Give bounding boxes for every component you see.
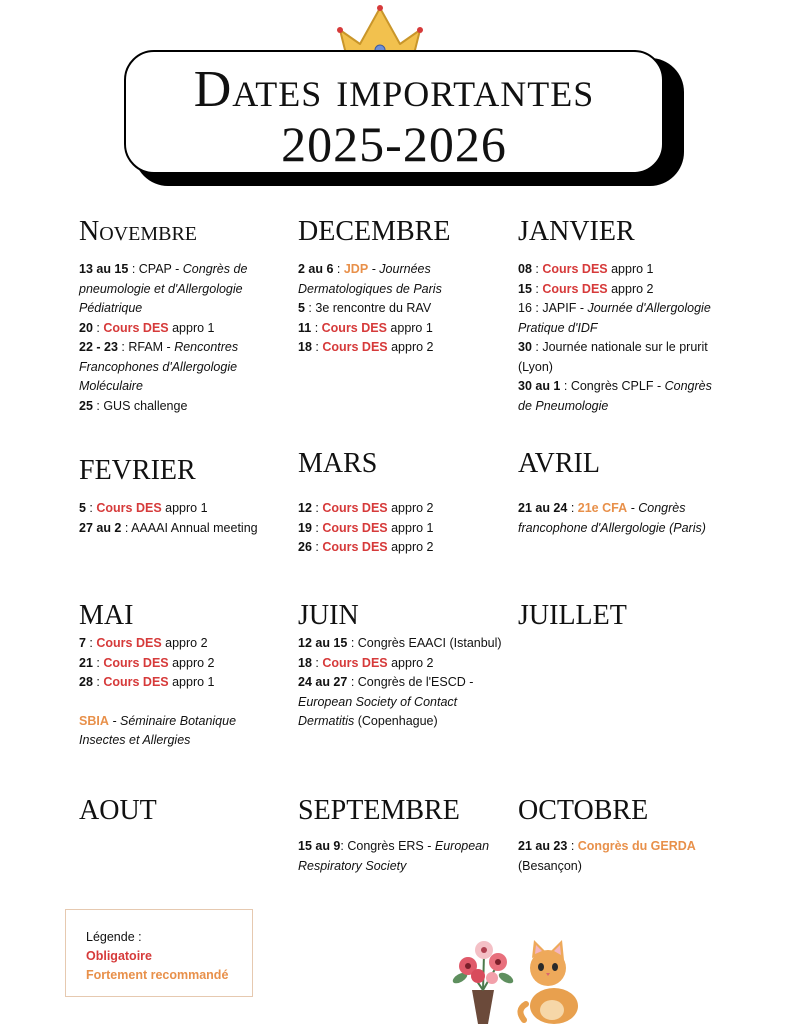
obligatoire-tag: Cours DES — [103, 675, 169, 689]
event-entry: 11 : Cours DES appro 1 — [298, 320, 433, 335]
event-entry: 18 : Cours DES appro 2 — [298, 340, 434, 354]
recommande-tag: JDP — [343, 262, 369, 276]
obligatoire-tag: Cours DES — [542, 281, 608, 296]
obligatoire-tag: Cours DES — [103, 320, 169, 335]
month-juillet — [518, 600, 723, 644]
month-title: Novembre — [79, 216, 198, 247]
event-entry: 26 : Cours DES appro 2 — [298, 540, 434, 554]
legend-recommande: Fortement recommandé — [86, 968, 229, 982]
month-decembre — [298, 216, 503, 358]
event-entry: 15 au 9: Congrès ERS - European Respiratory Society — [298, 839, 490, 873]
legend-box — [65, 909, 253, 997]
event-entry: 25 : GUS challenge — [79, 398, 188, 413]
page-title: Dates importantes — [193, 61, 595, 118]
month-fevrier — [79, 455, 284, 538]
recommande-tag: 21e CFA — [577, 501, 628, 515]
month-novembre — [79, 216, 284, 416]
month-mars — [298, 448, 503, 558]
obligatoire-tag: Cours DES — [322, 655, 388, 670]
event-entry: 16 : JAPIF - Journée d'Allergologie Pratique d'IDF — [518, 301, 711, 335]
month-avril — [518, 448, 723, 538]
month-title: OCTOBRE — [518, 795, 649, 826]
event-entry: 21 : Cours DES appro 2 — [79, 655, 215, 670]
month-septembre — [298, 795, 503, 876]
event-entry: 08 : Cours DES appro 1 — [518, 262, 654, 276]
event-entry: 5 : 3e rencontre du RAV — [298, 301, 432, 315]
event-entry: 21 au 24 : 21e CFA - Congrès francophone d'Allergologie (Paris) — [518, 501, 706, 535]
flower-bouquet-icon — [448, 938, 518, 1024]
event-entry: 30 : Journée nationale sur le prurit (Lyon) — [518, 340, 708, 374]
month-janvier — [518, 216, 723, 416]
month-title: JUILLET — [518, 600, 627, 631]
obligatoire-tag: Cours DES — [96, 636, 162, 650]
month-octobre — [518, 795, 723, 876]
page-year: 2025-2026 — [281, 116, 507, 172]
month-title: JANVIER — [518, 216, 635, 247]
month-title: AVRIL — [518, 448, 600, 479]
event-entry: 19 : Cours DES appro 1 — [298, 520, 434, 535]
obligatoire-tag: Cours DES — [542, 262, 608, 276]
obligatoire-tag: Cours DES — [321, 320, 387, 335]
event-entry: 24 au 27 : Congrès de l'ESCD - European Society of Contact Dermatitis (Copenhague) — [298, 675, 474, 728]
event-entry: 2 au 6 : JDP - Journées Dermatologiques de Paris — [298, 262, 442, 296]
month-title: SEPTEMBRE — [298, 795, 460, 826]
month-title: JUIN — [298, 600, 359, 631]
title-box — [124, 50, 664, 174]
month-title: MAI — [79, 600, 134, 631]
event-entry: 21 au 23 : Congrès du GERDA (Besançon) — [518, 839, 696, 873]
event-entry: 22 - 23 : RFAM - Rencontres Francophones d'Allergologie Moléculaire — [79, 340, 239, 393]
event-entry: 5 : Cours DES appro 1 — [79, 501, 208, 515]
month-title: MARS — [298, 448, 378, 479]
event-entry: 7 : Cours DES appro 2 — [79, 636, 208, 650]
month-title: FEVRIER — [79, 455, 196, 486]
event-entry: 13 au 15 : CPAP - Congrès de pneumologie et d'Allergologie Pédiatrique — [79, 262, 248, 315]
legend-obligatoire: Obligatoire — [86, 949, 152, 963]
obligatoire-tag: Cours DES — [322, 340, 388, 354]
obligatoire-tag: Cours DES — [96, 501, 162, 515]
month-title: DECEMBRE — [298, 216, 451, 247]
month-juin — [298, 600, 503, 732]
event-entry: 15 : Cours DES appro 2 — [518, 281, 654, 296]
event-entry: 12 : Cours DES appro 2 — [298, 501, 434, 515]
month-aout — [79, 795, 284, 839]
event-entry: 27 au 2 : AAAAI Annual meeting — [79, 520, 258, 535]
event-entry: 12 au 15 : Congrès EAACI (Istanbul) — [298, 636, 502, 650]
obligatoire-tag: Cours DES — [322, 520, 388, 535]
event-entry: 30 au 1 : Congrès CPLF - Congrès de Pneumologie — [518, 379, 712, 413]
obligatoire-tag: Cours DES — [322, 501, 388, 515]
recommande-tag: Congrès du GERDA — [577, 839, 696, 853]
month-mai — [79, 600, 284, 751]
event-entry: 20 : Cours DES appro 1 — [79, 320, 215, 335]
obligatoire-tag: Cours DES — [322, 540, 388, 554]
event-entry: 28 : Cours DES appro 1 — [79, 675, 215, 689]
obligatoire-tag: Cours DES — [103, 655, 169, 670]
event-entry: 18 : Cours DES appro 2 — [298, 655, 434, 670]
legend-title: Légende : — [86, 930, 142, 944]
recommande-tag: SBIA — [79, 713, 109, 728]
event-entry: SBIA - Séminaire Botanique Insectes et Allergies — [79, 713, 237, 747]
month-title: AOUT — [79, 795, 157, 826]
cat-icon — [516, 940, 586, 1024]
